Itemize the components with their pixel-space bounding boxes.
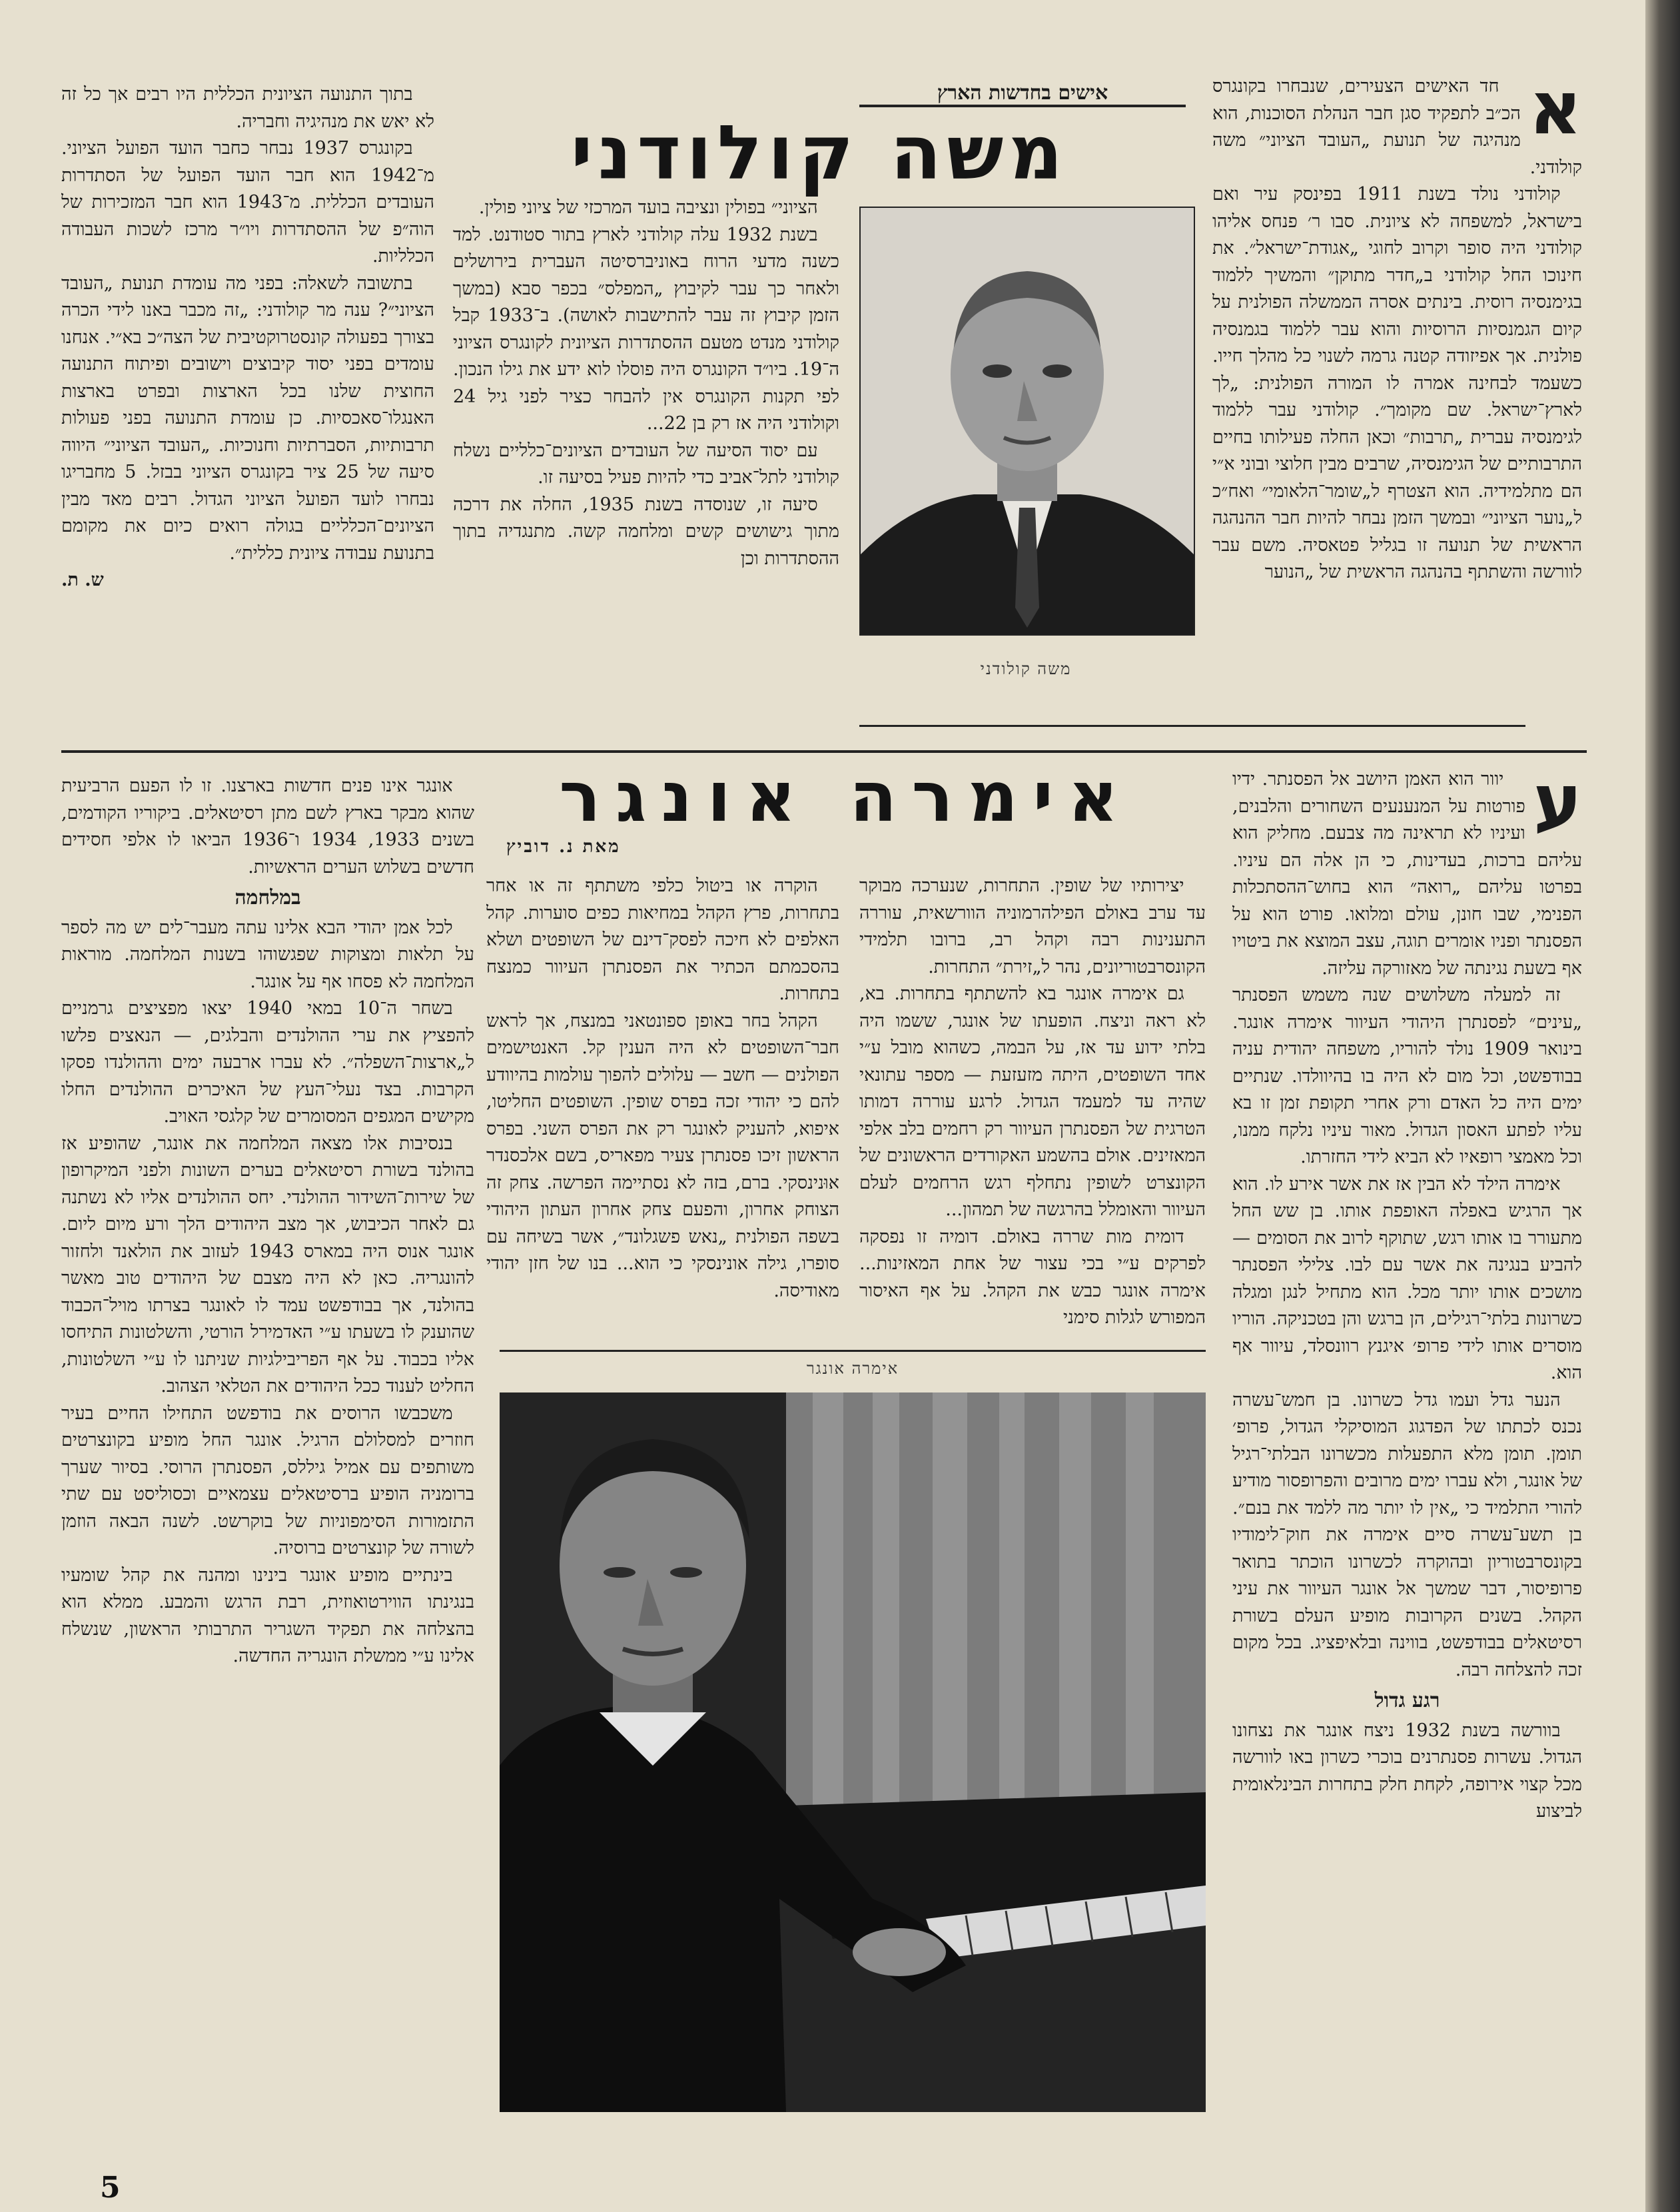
unger-column-left	[61, 773, 474, 2179]
paragraph: יצירותיו של שופין. התחרות, שנערכה מבוקר עד ערב באולם הפילהרמוניה הוורשאית, עוררה התענינות רבה וקהל רב, ברובו תלמידי הקונסרבטוריונים, נהר ל„זירת״ התחרות.	[859, 875, 1206, 977]
kolodny-column-right	[1212, 73, 1582, 726]
paragraph: עם יסוד הסיעה של העובדים הציונים־כלליים נשלח קולודני לתל־אביב כדי להיות פעיל בסיעה זו.	[453, 440, 839, 488]
paragraph: חד האישים הצעירים, שנבחרו בקונגרס הכ״ב לתפקיד סגן חבר הנהלת הסוכנות, הוא מנהיגה של תנועת „העובד הציוני״ משה קולודני.	[1212, 76, 1582, 178]
kolodny-photo-caption: משה קולודני	[980, 660, 1072, 678]
paragraph: לכל אמן יהודי הבא אלינו עתה מעבר־לים יש מה לספר על תלאות ומצוקות שפגשוהו בשנות המלחמה. מוראות המלחמה לא פסחו אף על אונגר.	[61, 917, 474, 992]
kolodny-column-left	[61, 81, 434, 748]
unger-column-right	[1232, 766, 1582, 2152]
paragraph: אימרה הילד לא הבין אז את אשר אירע לו. הוא אך הרגיש באפלה האופפת אותו. בן שש החל מתעורר בו אותו רגש, שתוקף לרוב את הסומים — להביע בנגינה את אשר עם לבו. צלילי הפסנתר מושכים אותו יותר מכל. הוא מתחיל לנגן ומגלה כשרונות בלתי־רגילים, הן ברגש והן בטכניקה. הוריו מוסרים אותו לידי פרופ׳ איגנץ רוונסלד, עיוור אף הוא.	[1232, 1173, 1582, 1383]
unger-piano-image	[500, 1392, 1206, 2112]
paragraph: בנסיבות אלו מצאה המלחמה את אונגר, שהופיע אז בהולנד בשורת רסיטאלים בערים השונות ולפני המיקרופון של שירות־השידור ההולנדי. יחס ההולנדים אליו לא נשתנה גם לאחר הכיבוש, אך מצב היהודים הלך ורע מיום ליום. אונגר אנוס היה במארס 1943 לעזוב את הולאנד ולחזור להונגריה. כאן לא היה מצבם של היהודים טוב מאשר בהולנד, אך בבודפשט עמד לו לאונגר בצרתו מויל־הכבוד שהוענק לו בשעתו ע״י האדמירל הורטי, והשלטונות התיחסו אליו בכבוד. על אף הפריבילגיות שניתנו לו ע״י השלטונות, החליט לענוד ככל היהודים את הטלאי הצהוב.	[61, 1133, 474, 1396]
kolodny-portrait-image	[861, 208, 1194, 634]
kolodny-column-right-body	[1212, 73, 1582, 586]
unger-column-left-after	[61, 915, 474, 1670]
page-number: 5	[100, 2171, 121, 2205]
unger-subhead-great-moment: רגע גדול	[1374, 1689, 1440, 1712]
page-edge-shadow	[1645, 0, 1680, 2212]
unger-column-mid-left-body	[486, 873, 839, 1305]
paragraph: גם אימרה אונגר בא להשתתף בתחרות. בא, לא ראה וניצח. הופעתו של אונגר, ששמו היה בלתי ידוע עד אז, על הבמה, כשהוא מובל ע״י אחד השופטים, היתה מזעזעת — מספר עתונאי שהיה עד למעמד הגדול. לרגע עוררה דמותו הטרגית של הפסנתרן העיוור רק רחמים בלב אלפי המאזינים. אולם בהשמע האקורדים הראשונים של הקונצרט לשופין נתחלף רגש הרחמים לעלם העיוור והאומלל בהרגשה של תמהון...	[859, 983, 1206, 1220]
unger-subhead-war: במלחמה	[234, 886, 301, 909]
paragraph: הציוני״ בפולין ונציבה בועד המרכזי של ציוני פולין.	[478, 197, 818, 218]
kolodny-column-middle-body	[453, 195, 839, 572]
paragraph: בוורשה בשנת 1932 ניצח אונגר את נצחונו הגדול. עשרות פסנתרנים בוכרי כשרון באו לוורשה מכל קצוי אירופה, לקחת חלק בתחרות הבינלאומית לביצוע	[1232, 1720, 1582, 1822]
paragraph: יוור הוא האמן היושב אל הפסנתר. ידיו פורטות על המנענעים השחורים והלבנים, ועיניו לא תראינה מה צבעם. מחליק הוא עליהם ברכות, בעדינות, כי הן אלה הם עיניו. בפרטו עליהם „רואה״ הוא בחוש־ההסתכלות הפנימי, שבו חונן, עולם ומלואו. פורט הוא על הפסנתר ופניו אומרים תוגה, עצב המוצא את ביטויו אף בשעת נגינתה של מאזורקה עליזה.	[1232, 769, 1582, 979]
unger-column-left-body	[61, 773, 474, 881]
kolodny-headline: משה קולודני	[570, 110, 1068, 197]
unger-column-mid-left	[486, 873, 839, 1349]
kolodny-dropcap: א	[1528, 73, 1582, 151]
paragraph: בינתיים מופיע אונגר בינינו ומהנה את קהל שומעיו בנגינתו הווירטואוזית, רבת הרגש והמבע. ממלא הוא בהצלחה את תפקיד השגריר התרבותי הראשון, שנשלח אלינו ע״י ממשלת הונגריה החדשה.	[61, 1564, 474, 1666]
unger-byline: מאת נ. דוביץ	[506, 837, 621, 857]
unger-headline: אימרה אונגר	[559, 756, 1133, 837]
kolodny-portrait	[859, 207, 1195, 636]
paragraph: הקהל בחר באופן ספונטאני במנצח, אך לראש חבר־השופטים לא היה הענין קל. האנטישמים הפולנים — חשב — עלולים להפוך עולמות בהיוודע להם כי יהודי זכה בפרס שופין. השופטים החליטו, איפוא, להעניק לאונגר רק את הפרס השני. בפרס הראשון זיכו פסנתרן צעיר מפאריס, בשם אלכסנדר אוּנינסקי. ברם, בזה לא נסתיימה הפרשה. צחק זה הצוחק אחרון, והפעם צחק אחרון העתון היהודי בשפה הפולנית „נאש פשגלונד״, אשר בשיחה עם סופרו, גילה אונינסקי כי הוא... בנו של חזן יהודי מאודיסה.	[486, 1010, 839, 1301]
paragraph: משכבשו הרוסים את בודפשט התחילו החיים בעיר חוזרים למסלולם הרגיל. אונגר החל מופיע בקונצרטים משותפים עם אמיל גיללס, הפסנתרן הרוסי. בסיור שערך ברומניה הופיע ברסיטאלים עצמאיים וכסוליסט עם שתי התזמורות הסימפוניות של בוקרשט. לשנה הבאה הוזמן לשורה של קונצרטים ברוסיה.	[61, 1402, 474, 1558]
unger-piano-photo	[500, 1392, 1206, 2112]
unger-column-right-after	[1232, 1718, 1582, 1826]
paragraph: סיעה זו, שנוסדה בשנת 1935, החלה את דרכה מתוך גישושים קשים ומלחמה קשה. מתנגדיה בתוך ההסתדרות וכן	[453, 494, 839, 569]
paragraph: אונגר אינו פנים חדשות בארצנו. זו לו הפעם הרביעית שהוא מבקר בארץ לשם מתן רסיטאלים. ביקוריו הקודמים, בשנים 1933, 1934 ו־1936 הביאו לו אלפי חסידים חדשים בשלוש הערים הראשיות.	[61, 776, 474, 877]
paragraph: בתוך התנועה הציונית הכללית היו רבים אך כל זה לא יאש את מנהיגיה וחבריה.	[61, 84, 434, 132]
paragraph: בקונגרס 1937 נבחר כחבר הועד הפועל הציוני. מ־1942 הוא חבר הועד הפועל של הסתדרות העובדים הכללית. מ־1943 הוא חבר המזכירות של הוה״פ של ההסתדרות ויו״ר מרכז לשכות העבודה הכלליות.	[61, 138, 434, 267]
paragraph: הנער גדל ועמו גדל כשרונו. בן חמש־עשרה נכנס לכתתו של הפדגוג המוסיקלי הגדול, פרופ׳ תומן. תומן מלא התפעלות מכשרונו הבלתי־רגיל של אונגר, ולא עברו ימים מרובים והפרופסור מודיע להורי התלמיד כי „אין לו יותר מה ללמד את בנם״. בן תשע־עשרה סיים אימרה את חוק־לימודיו בקונסרבטוריון ובהוקרה לכשרונו הוכתר בתואר פרופיסור, דבר שמשך אל אונגר העיוור את עיני הקהל. בשנים הקרובות מופיע העלם בשורת רסיטאלים בבודפשט, בווינה ובלאיפציג. בכל מקום זכה להצלחה רבה.	[1232, 1389, 1582, 1680]
unger-dropcap: ע	[1533, 766, 1582, 843]
unger-caption-rule	[500, 1350, 1206, 1352]
paragraph: בשחר ה־10 במאי 1940 יצאו מפציצים גרמניים להפציץ את ערי ההולנדים והבלגים, — הנאצים פלשו ל„ארצות־השפלה״. לא עברו ארבעה ימים וההולנדו פסקו הקרבות. בצד נעלי־העץ של האיכרים ההולנדים החלו מקישים המגפים המסומרים של קלגסי האויב.	[61, 998, 474, 1127]
article-divider	[61, 750, 1587, 753]
paragraph: זה למעלה משלושים שנה משמש הפסנתר „עינים״ לפסנתרן היהודי העיוור אימרה אונגר. בינואר 1909 נולד להוריו, משפחה יהודית עניה בבודפשט, וכל מום לא היה בו בהיוולדו. שנתיים ימים היה כל האדם ורק אחרי תקופת זמן זו בא עליו לפתע האסון הגדול. מאור עיניו נלקח ממנו, וכל מאמצי רופאיו לא הביא לידי החזרתו.	[1232, 985, 1582, 1167]
unger-photo-caption: אימרה אונגר	[806, 1359, 899, 1378]
paragraph: בשנת 1932 עלה קולודני לארץ בתור סטודנט. למד כשנה מדעי הרוח באוניברסיטה העברית בירושלים ולאחר כך עבר לקיבוץ „המפלס״ בכפר סבא (במשך הזמן קיבוץ זה עבר להתישבות לאושה). ב־1933 קבל קולודני מנדט מטעם ההסתדרות הציונית לקונגרס הציוני ה־19. ביו״ד הקונגרס היה פוסלו לוא ידע את גילו הנכון. לפי תקנות הקונגרס אין להבחר כציר לפני גיל 24 וקולודני היה אז רק בן 22...	[453, 224, 839, 434]
paragraph: קולודני נולד בשנת 1911 בפינסק עיר ואם בישראל, למשפחה לא ציונית. סבו ר׳ פנחס אליהו קולודני היה סופר וקרוב לחוגי „אגודת־ישראל״. את חינוכו החל קולודני ב„חדר מתוקן״ והמשיך ללמוד בגימנסיה רוסית. בינתים אסרה הממשלה הפולנית על קיום הגמנסיות הרוסיות והוא עבר ללמוד בגמנסיה פולנית. אך אפיזודה קטנה גרמה לשנוי כל מהלך חייו. כשעמד לבחינה אמרה לו המורה הפולנית: „לך לארץ־ישראל. שם מקומך״. קולודני עבר ללמוד לגימנסיה עברית „תרבות״ וכאן החלה פעילותו בחיים התרבותיים של הגימנסיה, שרבים מבין חלוצי ובוני א״י הם מתלמידיה. הוא הצטרף ל„שומר־הלאומי״ ואח״כ ל„נוער הציוני״ ובמשך הזמן נבחר להיות חבר ההנהגה הראשית של תנועה זו בגליל פטאסיה. משם עבר לוורשה והשתתף בהנהגה הראשית של „הנוער	[1212, 184, 1582, 582]
kolodny-column-left-body	[61, 81, 434, 567]
unger-column-mid-right-body	[859, 873, 1206, 1332]
unger-column-right-body	[1232, 766, 1582, 1684]
kolodny-bottom-rule	[859, 725, 1525, 727]
paragraph: הוקרה או ביטול כלפי משתתף זה או אחר בתחרות, פרץ הקהל במחיאות כפים סוערות. קהל האלפים לא חיכה לפסק־דינם של השופטים ושלא בהסכמתם הכתיר את הפסנתרן העיוור כמנצח בתחרות.	[486, 875, 839, 1004]
kolodny-column-middle	[453, 195, 839, 745]
section-tag: אישים בחדשות הארץ	[859, 81, 1186, 107]
paragraph: בתשובה לשאלה: בפני מה עומדת תנועת „העובד הציוני״? ענה מר קולודני: „זה מכבר באנו לידי הכרה בצורך בפעולה קונסטרוקטיבית של הצה״כ בא״י. אנחנו עומדים בפני יסוד קיבוצים וישובים ופיתוח התנועה החוצית שלנו בכל הארצות ובפרט בארצות האנגלו־סאכסיות. כן עומדת התנועה בפני פעולות תרבותיות, הסברתיות וחנוכיות. „העובד הציוני״ היווה סיעה של 25 ציר בקונגרס הציוני בבזל. 5 מחבריגו נבחרו לועד הפועל הציוני הגדול. רבים מאד מבין הציונים־הכלליים בגולה רואים כיום את מקומם בתנועת עבודה ציונית כללית״.	[61, 273, 434, 564]
unger-column-mid-right	[859, 873, 1206, 1349]
kolodny-signature: ש. ת.	[61, 570, 104, 590]
paragraph: דומית מות שררה באולם. דומיה זו נפסקה לפרקים ע״י בכי עצור של אחת המאזינות... אימרה אונגר כבש את הקהל. על אף האיסור המפורש לגלות סימני	[859, 1226, 1206, 1328]
